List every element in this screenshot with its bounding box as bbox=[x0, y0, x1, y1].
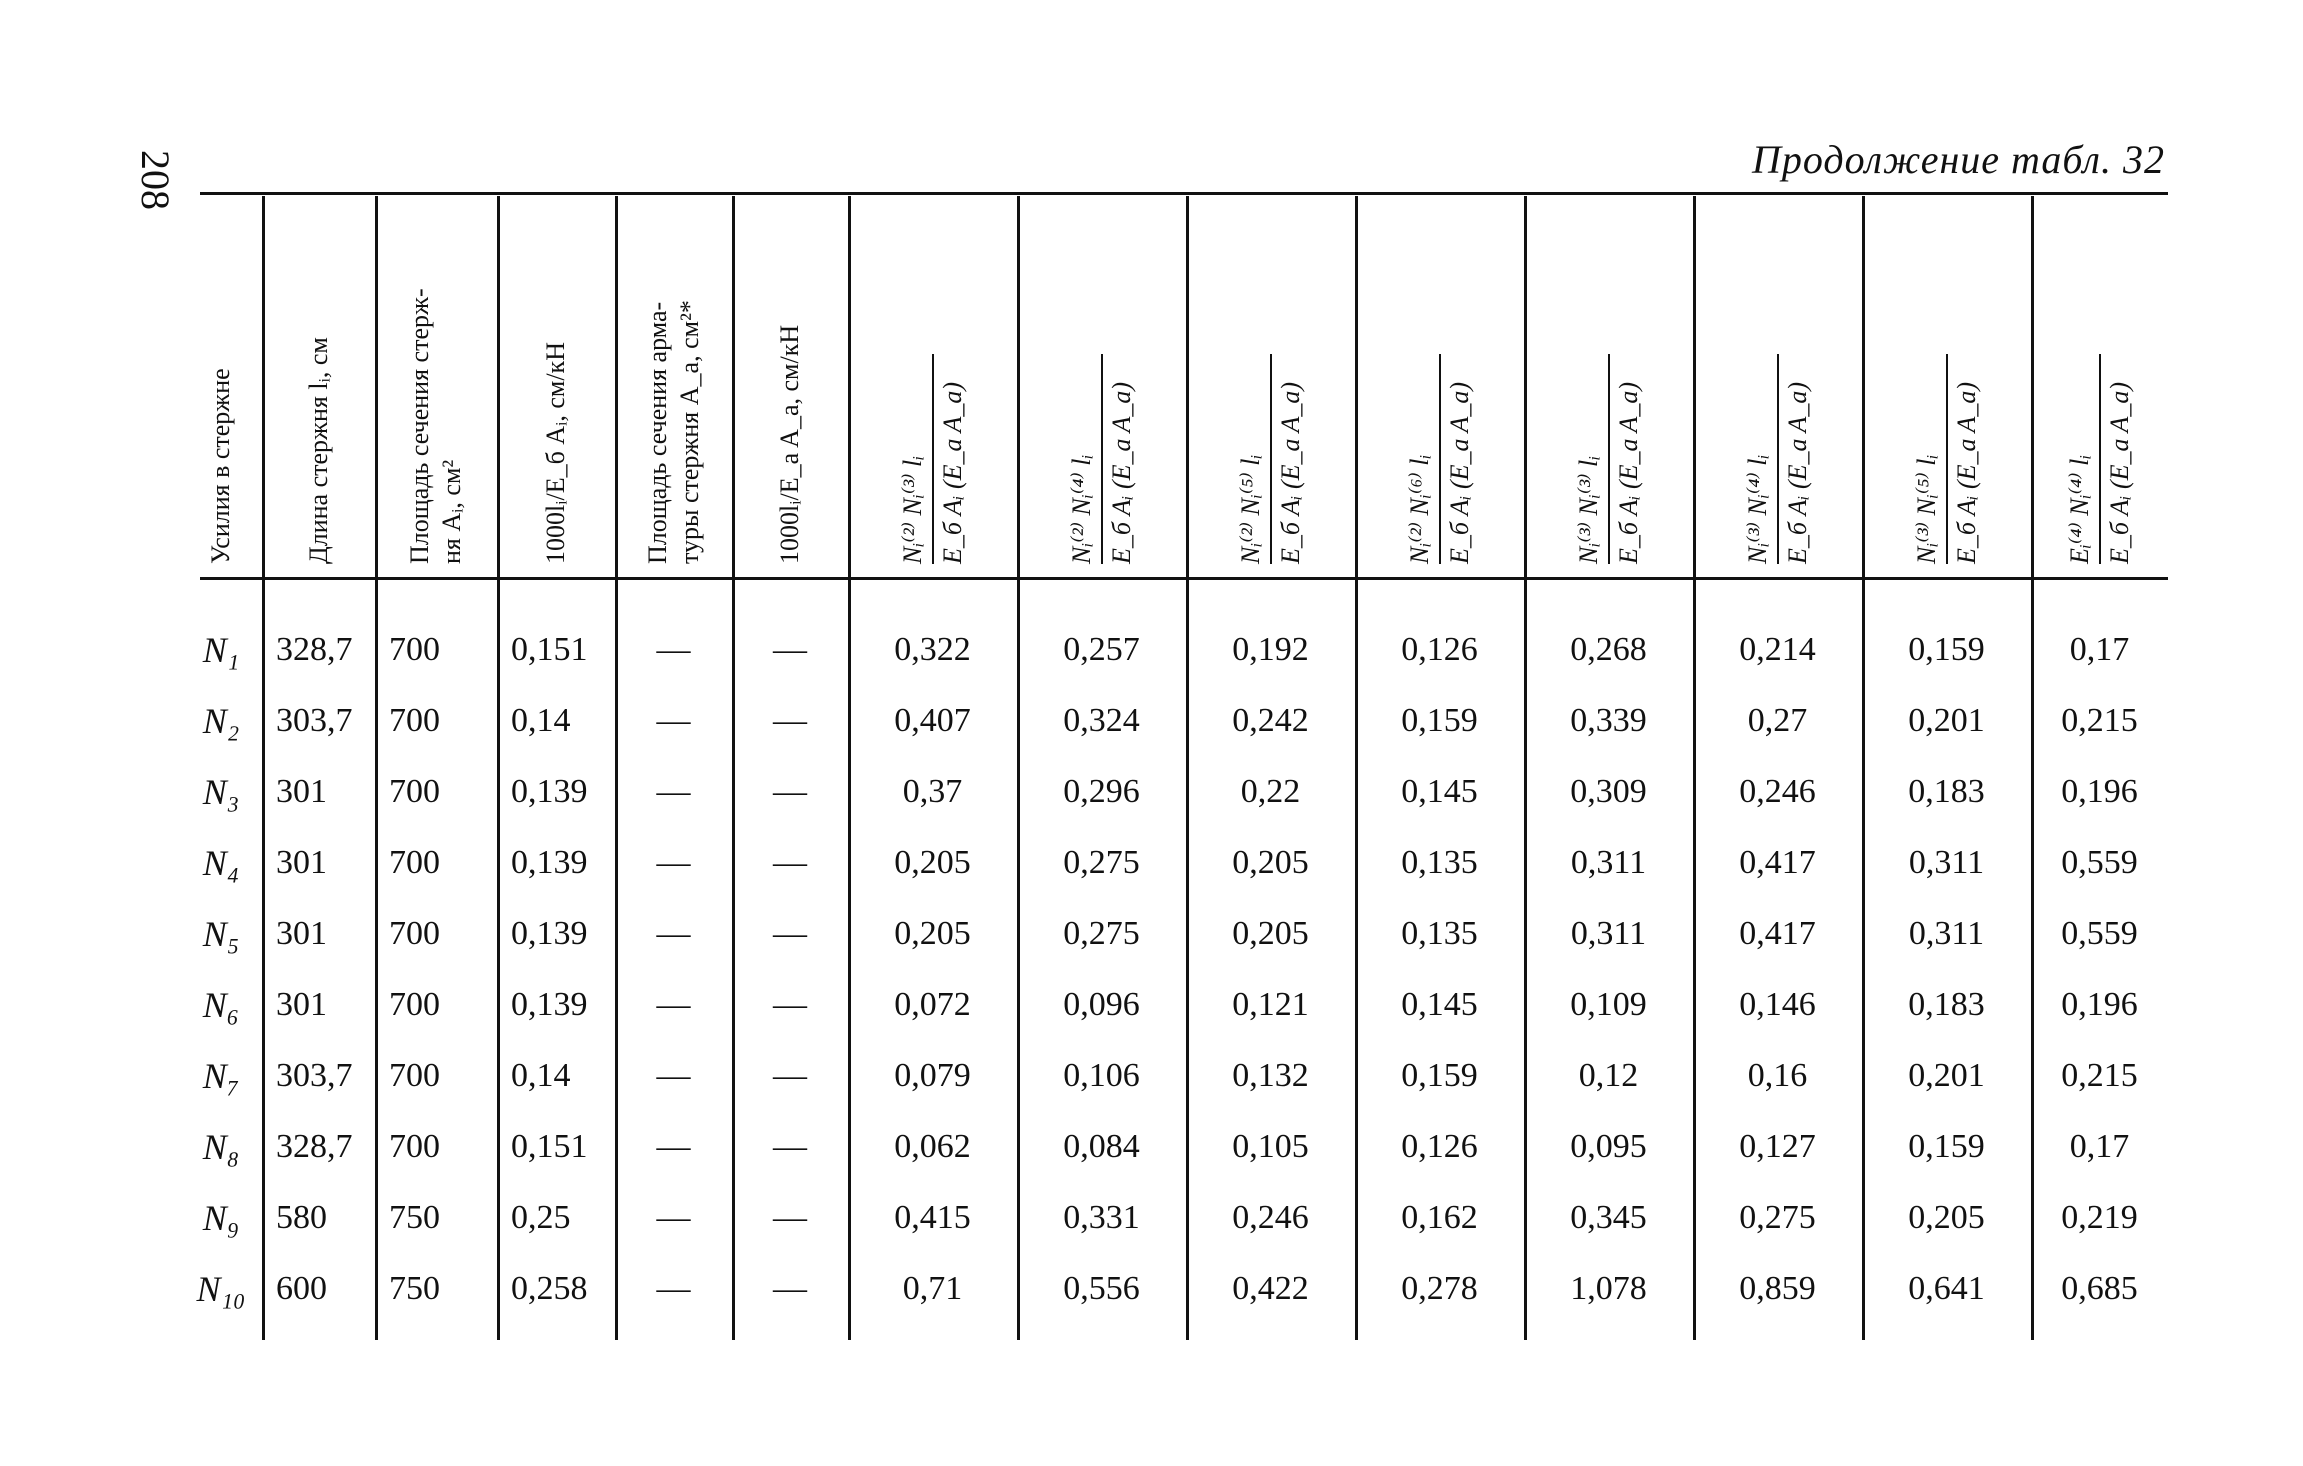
header-denominator: E_б Aᵢ (E_a A_a) bbox=[1782, 381, 1812, 564]
table-cell: 0,205 bbox=[1232, 844, 1309, 881]
table-cell: — bbox=[656, 1199, 691, 1236]
top-rule bbox=[200, 192, 2168, 195]
table-cell: 0,559 bbox=[2061, 915, 2138, 952]
row-label: N₄ bbox=[202, 843, 240, 883]
table-cell: 0,145 bbox=[1401, 986, 1478, 1023]
table-cell: 0,146 bbox=[1739, 986, 1816, 1023]
header-numerator: Eᵢ⁽⁴⁾ Nᵢ⁽⁴⁾ lᵢ bbox=[2064, 454, 2094, 564]
column-header bbox=[375, 198, 497, 572]
column-header bbox=[180, 198, 262, 572]
row-label: N₆ bbox=[202, 985, 240, 1025]
table-cell: 0,139 bbox=[511, 915, 588, 952]
table-cell: 0,139 bbox=[511, 986, 588, 1023]
table-cell: — bbox=[773, 1270, 807, 1307]
table-cell: 700 bbox=[389, 1057, 440, 1094]
table-cell: 0,331 bbox=[1063, 1199, 1140, 1236]
fraction-bar bbox=[1946, 354, 1948, 564]
table-cell: 0,556 bbox=[1063, 1270, 1140, 1307]
table-cell: 0,072 bbox=[894, 986, 971, 1023]
header-numerator: Nᵢ⁽²⁾ Nᵢ⁽⁵⁾ lᵢ bbox=[1235, 454, 1265, 564]
table-cell: 0,415 bbox=[894, 1199, 971, 1236]
page-number: 208 bbox=[133, 150, 178, 210]
row-label: N₁ bbox=[202, 630, 240, 670]
table-cell: 0,095 bbox=[1570, 1128, 1647, 1165]
column-header bbox=[497, 198, 615, 572]
header-text-line: Площадь сечения арма- bbox=[642, 301, 672, 564]
table-cell: 0,22 bbox=[1240, 773, 1301, 810]
table-cell: 0,201 bbox=[1908, 1057, 1985, 1094]
column-header bbox=[1862, 198, 2031, 572]
table-cell: 0,641 bbox=[1908, 1270, 1985, 1307]
header-denominator: E_б Aᵢ (E_a A_a) bbox=[1106, 381, 1136, 564]
table-cell: 700 bbox=[389, 915, 440, 952]
column-header bbox=[262, 198, 375, 572]
table-cell: 0,135 bbox=[1401, 915, 1478, 952]
table-cell: 0,214 bbox=[1739, 631, 1816, 668]
header-denominator: E_б Aᵢ (E_a A_a) bbox=[1275, 381, 1305, 564]
table-cell: 0,196 bbox=[2061, 986, 2138, 1023]
table-cell: 0,311 bbox=[1908, 844, 1985, 881]
table-cell: 0,135 bbox=[1401, 844, 1478, 881]
table-cell: 0,201 bbox=[1908, 702, 1985, 739]
header-numerator: Nᵢ⁽²⁾ Nᵢ⁽⁶⁾ lᵢ bbox=[1404, 454, 1434, 564]
header-numerator: Nᵢ⁽³⁾ Nᵢ⁽⁴⁾ lᵢ bbox=[1742, 454, 1772, 564]
table-cell: 0,151 bbox=[511, 631, 588, 668]
header-denominator: E_б Aᵢ (E_a A_a) bbox=[1613, 381, 1643, 564]
table-cell: 0,275 bbox=[1063, 915, 1140, 952]
table-cell: — bbox=[773, 844, 807, 881]
table-cell: — bbox=[773, 702, 807, 739]
table-cell: 0,12 bbox=[1578, 1057, 1639, 1094]
table-cell: 0,126 bbox=[1401, 631, 1478, 668]
header-text-line: Площадь сечения стерж- bbox=[405, 288, 434, 564]
table-cell: 750 bbox=[389, 1270, 440, 1307]
table-cell: 0,268 bbox=[1570, 631, 1647, 668]
table-cell: — bbox=[656, 986, 691, 1023]
fraction-bar bbox=[932, 354, 934, 564]
table-cell: 0,139 bbox=[511, 844, 588, 881]
table-cell: 0,242 bbox=[1232, 702, 1309, 739]
table-cell: — bbox=[656, 1270, 691, 1307]
table-cell: 0,16 bbox=[1747, 1057, 1808, 1094]
header-text-line: туры стержня A_a, см²* bbox=[674, 300, 704, 564]
table-cell: 0,246 bbox=[1739, 773, 1816, 810]
table-cell: 0,296 bbox=[1063, 773, 1140, 810]
table-cell: 0,275 bbox=[1739, 1199, 1816, 1236]
row-label: N₈ bbox=[202, 1127, 240, 1167]
table-cell: 0,159 bbox=[1401, 1057, 1478, 1094]
table-cell: 700 bbox=[389, 844, 440, 881]
table-cell: 700 bbox=[389, 702, 440, 739]
table-cell: 301 bbox=[276, 915, 327, 952]
table-cell: — bbox=[773, 986, 807, 1023]
column-header bbox=[1355, 198, 1524, 572]
table-cell: 0,183 bbox=[1908, 986, 1985, 1023]
column-header bbox=[1693, 198, 1862, 572]
table-cell: 0,162 bbox=[1401, 1199, 1478, 1236]
header-text-line: 1000lᵢ/E_a A_a, см/кН bbox=[775, 324, 804, 564]
table-cell: — bbox=[656, 1128, 691, 1165]
table-cell: 0,407 bbox=[894, 702, 971, 739]
header-numerator: Nᵢ⁽³⁾ Nᵢ⁽⁵⁾ lᵢ bbox=[1911, 454, 1941, 564]
table-cell: 0,205 bbox=[894, 844, 971, 881]
header-text-line: 1000lᵢ/E_б Aᵢ, см/кН bbox=[541, 342, 570, 564]
table-cell: — bbox=[773, 773, 807, 810]
table-cell: 303,7 bbox=[276, 702, 353, 739]
table-cell: 301 bbox=[276, 844, 327, 881]
table-cell: 328,7 bbox=[276, 1128, 353, 1165]
table-cell: 600 bbox=[276, 1270, 327, 1307]
table-cell: 0,183 bbox=[1908, 773, 1985, 810]
header-denominator: E_б Aᵢ (E_a A_a) bbox=[1444, 381, 1474, 564]
header-numerator: Nᵢ⁽³⁾ Nᵢ⁽³⁾ lᵢ bbox=[1573, 455, 1603, 564]
header-denominator: E_б Aᵢ (E_a A_a) bbox=[2104, 381, 2134, 564]
header-denominator: E_б Aᵢ (E_a A_a) bbox=[1951, 381, 1981, 564]
table-cell: 0,159 bbox=[1401, 702, 1478, 739]
table-cell: 0,121 bbox=[1232, 986, 1309, 1023]
row-label: N₁₀ bbox=[196, 1269, 246, 1309]
table-cell: 0,105 bbox=[1232, 1128, 1309, 1165]
column-header bbox=[2031, 198, 2168, 572]
table-cell: 0,559 bbox=[2061, 844, 2138, 881]
table-cell: 0,25 bbox=[511, 1199, 571, 1236]
fraction-bar bbox=[1777, 354, 1779, 564]
header-rule bbox=[200, 577, 2168, 580]
table-cell: 580 bbox=[276, 1199, 327, 1236]
table-cell: 700 bbox=[389, 986, 440, 1023]
column-header bbox=[1017, 198, 1186, 572]
table-cell: 0,205 bbox=[894, 915, 971, 952]
table-cell: 0,126 bbox=[1401, 1128, 1478, 1165]
table-cell: — bbox=[773, 631, 807, 668]
row-label: N₃ bbox=[202, 772, 240, 812]
table-cell: 0,311 bbox=[1570, 844, 1647, 881]
row-label: N₉ bbox=[202, 1198, 240, 1238]
table-cell: 0,278 bbox=[1401, 1270, 1478, 1307]
table-cell: 0,205 bbox=[1908, 1199, 1985, 1236]
column-header bbox=[1524, 198, 1693, 572]
table-cell: 0,159 bbox=[1908, 631, 1985, 668]
fraction-bar bbox=[1608, 354, 1610, 564]
table-cell: 0,422 bbox=[1232, 1270, 1309, 1307]
row-label: N₂ bbox=[202, 701, 240, 741]
table-cell: 0,311 bbox=[1570, 915, 1647, 952]
table-cell: 0,192 bbox=[1232, 631, 1309, 668]
fraction-bar bbox=[1101, 354, 1103, 564]
table-cell: 0,079 bbox=[894, 1057, 971, 1094]
table-cell: — bbox=[656, 1057, 691, 1094]
table-cell: 303,7 bbox=[276, 1057, 353, 1094]
header-numerator: Nᵢ⁽²⁾ Nᵢ⁽⁴⁾ lᵢ bbox=[1066, 454, 1096, 564]
table-cell: — bbox=[773, 1199, 807, 1236]
table-cell: — bbox=[656, 773, 691, 810]
table-cell: 1,078 bbox=[1570, 1270, 1647, 1307]
table-cell: 0,096 bbox=[1063, 986, 1140, 1023]
table-cell: 0,084 bbox=[1063, 1128, 1140, 1165]
column-header bbox=[615, 198, 732, 572]
column-header bbox=[732, 198, 848, 572]
table-cell: 0,27 bbox=[1747, 702, 1808, 739]
table-cell: 301 bbox=[276, 773, 327, 810]
table-cell: 700 bbox=[389, 773, 440, 810]
table-cell: 0,322 bbox=[894, 631, 971, 668]
header-numerator: Nᵢ⁽²⁾ Nᵢ⁽³⁾ lᵢ bbox=[897, 455, 927, 564]
table-cell: 0,139 bbox=[511, 773, 588, 810]
table-cell: — bbox=[656, 844, 691, 881]
table-cell: 0,14 bbox=[511, 1057, 571, 1094]
table-cell: 0,37 bbox=[902, 773, 963, 810]
table-cell: 0,257 bbox=[1063, 631, 1140, 668]
table-cell: 0,345 bbox=[1570, 1199, 1647, 1236]
table-cell: 0,859 bbox=[1739, 1270, 1816, 1307]
table-cell: 0,145 bbox=[1401, 773, 1478, 810]
table-cell: 301 bbox=[276, 986, 327, 1023]
table-cell: 0,417 bbox=[1739, 915, 1816, 952]
table-cell: 0,159 bbox=[1908, 1128, 1985, 1165]
table-cell: 0,71 bbox=[902, 1270, 963, 1307]
table-cell: 0,17 bbox=[2069, 631, 2130, 668]
table-cell: 0,17 bbox=[2069, 1128, 2130, 1165]
table-cell: — bbox=[773, 1128, 807, 1165]
table-cell: 328,7 bbox=[276, 631, 353, 668]
table-cell: 0,246 bbox=[1232, 1199, 1309, 1236]
table-cell: 0,311 bbox=[1908, 915, 1985, 952]
table-cell: 0,324 bbox=[1063, 702, 1140, 739]
table-cell: 0,106 bbox=[1063, 1057, 1140, 1094]
table-cell: 0,109 bbox=[1570, 986, 1647, 1023]
table-cell: 700 bbox=[389, 631, 440, 668]
table-cell: 0,14 bbox=[511, 702, 571, 739]
table-cell: 0,275 bbox=[1063, 844, 1140, 881]
fraction-bar bbox=[1270, 354, 1272, 564]
table-cell: — bbox=[773, 915, 807, 952]
column-header bbox=[848, 198, 1017, 572]
fraction-bar bbox=[1439, 354, 1441, 564]
table-cell: 0,062 bbox=[894, 1128, 971, 1165]
table-cell: 0,205 bbox=[1232, 915, 1309, 952]
table-cell: — bbox=[773, 1057, 807, 1094]
header-denominator: E_б Aᵢ (E_a A_a) bbox=[937, 381, 967, 564]
table-cell: — bbox=[656, 631, 691, 668]
table-cell: — bbox=[656, 915, 691, 952]
header-text-line: Длина стержня lᵢ, см bbox=[303, 337, 333, 564]
row-label: N₇ bbox=[202, 1056, 240, 1096]
table-cell: 0,127 bbox=[1739, 1128, 1816, 1165]
table-cell: 0,258 bbox=[511, 1270, 588, 1307]
table-cell: 0,417 bbox=[1739, 844, 1816, 881]
table-cell: 0,196 bbox=[2061, 773, 2138, 810]
table-cell: 700 bbox=[389, 1128, 440, 1165]
table-cell: 0,132 bbox=[1232, 1057, 1309, 1094]
table-cell: 0,215 bbox=[2061, 702, 2138, 739]
continuation-title: Продолжение табл. 32 bbox=[1751, 137, 2165, 182]
table-cell: 750 bbox=[389, 1199, 440, 1236]
header-text-line: Усилия в стержне bbox=[206, 368, 235, 564]
row-label: N₅ bbox=[202, 914, 240, 954]
header-text-line: ня Aᵢ, см² bbox=[437, 459, 466, 564]
table-cell: 0,309 bbox=[1570, 773, 1647, 810]
fraction-bar bbox=[2099, 354, 2101, 564]
table-cell: 0,219 bbox=[2061, 1199, 2138, 1236]
table-cell: 0,339 bbox=[1570, 702, 1647, 739]
table-cell: 0,685 bbox=[2061, 1270, 2138, 1307]
table-cell: 0,151 bbox=[511, 1128, 588, 1165]
table-cell: — bbox=[656, 702, 691, 739]
table-cell: 0,215 bbox=[2061, 1057, 2138, 1094]
column-header bbox=[1186, 198, 1355, 572]
